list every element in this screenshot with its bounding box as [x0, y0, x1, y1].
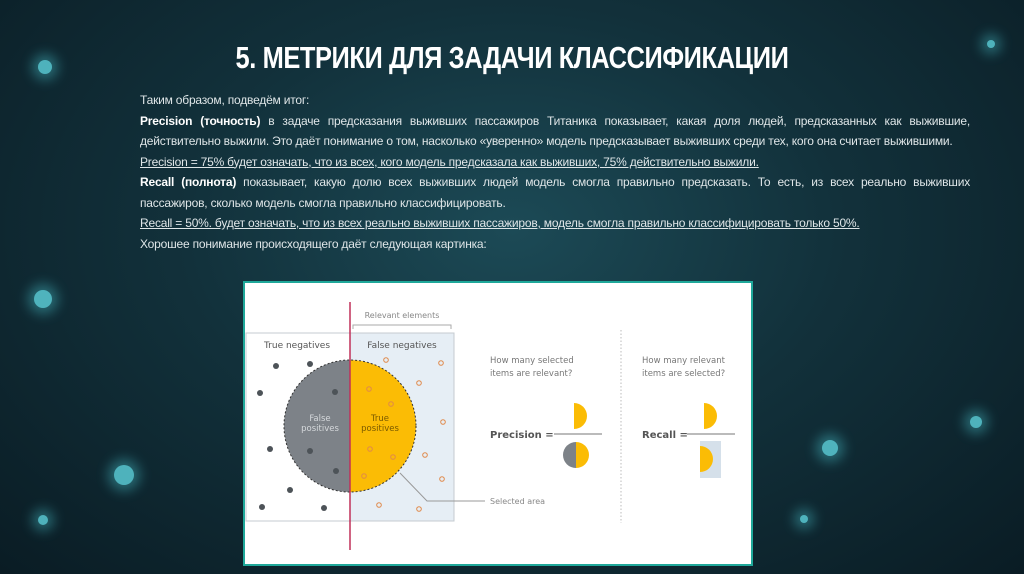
precision-recall-diagram — [243, 281, 753, 566]
false-positives-label: positives — [301, 424, 339, 434]
glow-dot — [970, 416, 982, 428]
selected-area-label: Selected area — [490, 497, 546, 506]
true-negative-dot — [259, 504, 265, 510]
true-positives-label: positives — [361, 424, 399, 434]
glow-dot — [800, 515, 808, 523]
glow-dot — [987, 40, 995, 48]
true-negative-dot — [307, 448, 313, 454]
precision-text: в задаче предсказания выживших пассажиров Титаника показывает, какая доля людей, предсказанных как выжившие, действительно выжили. Это даёт понимание о том, насколько «уверенно» модель предсказывает выживших среди тех, кого она считает выжившими. — [140, 113, 970, 148]
true-negative-dot — [307, 361, 313, 367]
false-negatives-label: False negatives — [367, 341, 437, 351]
true-negative-dot — [257, 390, 263, 396]
recall-question: items are selected? — [642, 369, 726, 379]
recall-term: Recall (полнота) — [140, 175, 237, 189]
recall-example — [140, 213, 970, 234]
precision-paragraph — [140, 111, 970, 152]
recall-formula-label: Recall = — [642, 430, 688, 441]
relevant-elements-label: Relevant elements — [364, 311, 440, 320]
recall-question: How many relevant — [642, 356, 725, 366]
relevant-bracket — [353, 325, 451, 329]
true-negative-dot — [332, 389, 338, 395]
precision-question: items are relevant? — [490, 369, 573, 379]
intro-text: Таким образом, подведём итог: — [140, 93, 310, 107]
precision-question: How many selected — [490, 356, 574, 366]
outro-text: Хорошее понимание происходящего даёт следующая картинка: — [140, 236, 487, 251]
true-negative-dot — [333, 468, 339, 474]
glow-dot — [822, 440, 838, 456]
slide-body — [140, 90, 970, 254]
recall-paragraph — [140, 172, 970, 213]
recall-example-text: Recall = 50%. будет означать, что из всех реально выживших пассажиров, модель смогла правильно классифицировать только 50%. — [140, 216, 860, 230]
slide-title: 5. МЕТРИКИ ДЛЯ ЗАДАЧИ КЛАССИФИКАЦИИ — [235, 40, 789, 75]
glow-dot — [38, 60, 52, 74]
true-negatives-label: True negatives — [263, 341, 331, 351]
true-negative-dot — [321, 505, 327, 511]
precision-denominator-yellow — [576, 442, 589, 468]
precision-denominator-gray — [563, 442, 576, 468]
recall-text: показывает, какую долю всех выживших людей модель смогла правильно предсказать. То есть, из всех реально выживших пассажиров, сколько модель смогла правильно классифицировать. — [140, 175, 970, 210]
glow-dot — [114, 465, 134, 485]
precision-formula-label: Precision = — [490, 430, 554, 441]
false-positives-label: False — [309, 414, 331, 424]
glow-dot — [38, 515, 48, 525]
precision-example-text: Precision = 75% будет означать, что из всех, кого модель предсказала как выживших, 75% действительно выжили. — [140, 154, 759, 169]
precision-numerator — [574, 403, 587, 429]
glow-dot — [34, 290, 52, 308]
true-negative-dot — [287, 487, 293, 493]
true-positives-label: True — [370, 414, 390, 424]
diagram-svg — [245, 283, 751, 564]
recall-numerator — [704, 403, 717, 429]
precision-example — [140, 152, 970, 173]
precision-term: Precision (точность) — [140, 113, 261, 128]
true-negative-dot — [267, 446, 273, 452]
true-negative-dot — [273, 363, 279, 369]
